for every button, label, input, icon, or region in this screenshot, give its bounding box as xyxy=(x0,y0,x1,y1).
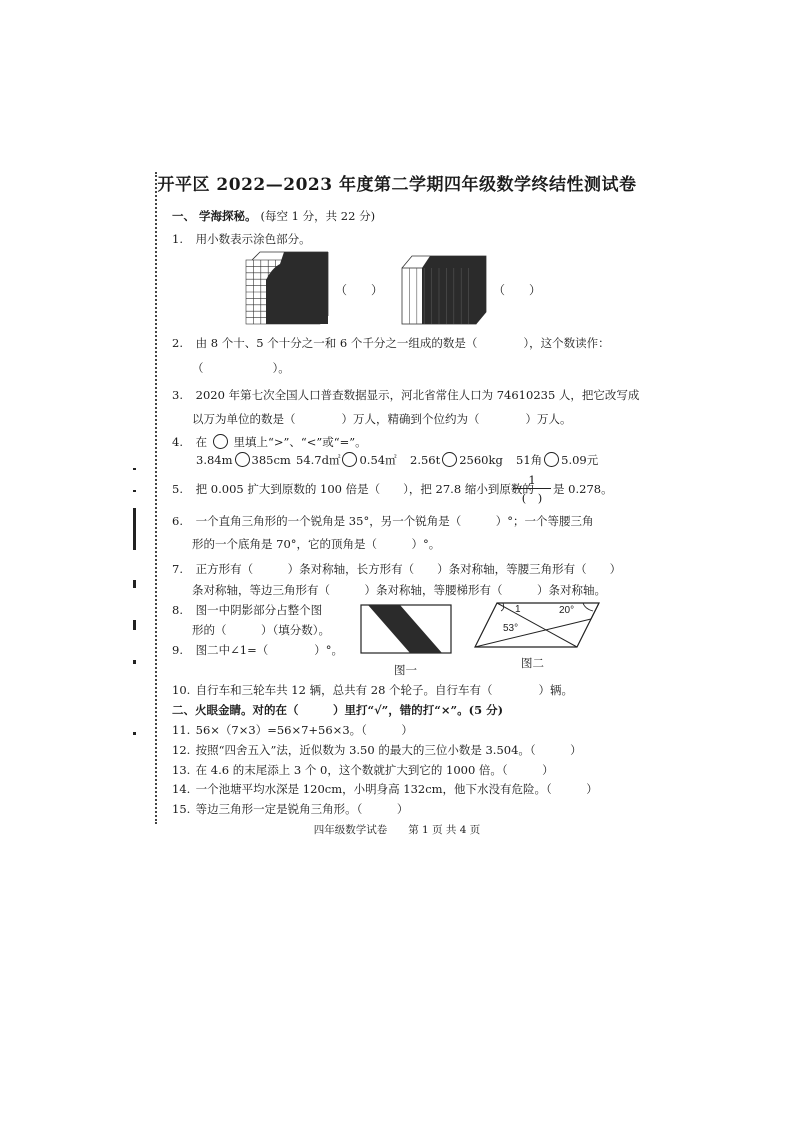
answer-blank-a: （ ） xyxy=(335,283,384,297)
compare-item xyxy=(296,452,397,467)
question-text: 把 0.005 扩大到原数的 100 倍是（ ），把 27.8 缩小到原数的 xyxy=(195,482,534,496)
compare-right: 2560kg xyxy=(459,453,503,467)
compare-right: 0.54㎡ xyxy=(359,453,397,467)
angle-label-1: 1 xyxy=(515,604,521,615)
question-2-line-2: （ ）。 xyxy=(192,361,290,375)
question-5 xyxy=(172,482,534,496)
compare-left: 54.7d㎡ xyxy=(296,453,341,467)
question-number: 11. xyxy=(172,723,191,737)
compare-circle[interactable] xyxy=(213,434,228,449)
margin-mark xyxy=(133,620,136,630)
question-6 xyxy=(172,514,593,528)
fraction-numerator: 1 xyxy=(528,473,536,487)
question-text: 在 4.6 的末尾添上 3 个 0，这个数就扩大到它的 1000 倍。（ ） xyxy=(195,763,554,777)
fraction xyxy=(513,473,551,506)
question-number: 10. xyxy=(172,683,191,697)
section-1-name: 学海探秘。 xyxy=(199,209,257,223)
figure-2-parallelogram xyxy=(473,601,601,649)
question-7 xyxy=(172,562,621,576)
tf-question xyxy=(172,763,554,777)
question-number: 13. xyxy=(172,763,191,777)
page-title: 开平区 2022—2023 年度第二学期四年级数学终结性测试卷 xyxy=(157,175,637,195)
page-footer: 四年级数学试卷 第 1 页 共 4 页 xyxy=(313,824,481,836)
compare-left: 3.84m xyxy=(196,453,233,467)
question-number: 1. xyxy=(172,232,183,246)
question-text: 里填上“>”、“<”或“=”。 xyxy=(233,435,367,449)
tf-question xyxy=(172,782,598,796)
margin-mark xyxy=(133,468,136,470)
margin-mark xyxy=(133,580,136,588)
question-text: 等边三角形一定是锐角三角形。（ ） xyxy=(195,802,409,816)
compare-circle[interactable] xyxy=(342,452,357,467)
question-number: 8. xyxy=(172,603,183,617)
compare-circle[interactable] xyxy=(544,452,559,467)
question-text: 2020 年第七次全国人口普查数据显示，河北省常住人口为 74610235 人，把它改写成 xyxy=(195,388,640,402)
section-1-note: (每空 1 分，共 22 分) xyxy=(260,209,376,223)
question-number: 15. xyxy=(172,802,191,816)
tf-question xyxy=(172,802,408,816)
question-number: 14. xyxy=(172,782,191,796)
question-text: 用小数表示涂色部分。 xyxy=(195,232,311,246)
compare-right: 5.09元 xyxy=(561,453,599,467)
question-number: 12. xyxy=(172,743,191,757)
question-7-line-2: 条对称轴，等边三角形有（ ）条对称轴，等腰梯形有（ ）条对称轴。 xyxy=(192,583,606,597)
question-number: 6. xyxy=(172,514,183,528)
question-number: 3. xyxy=(172,388,183,402)
margin-mark xyxy=(133,660,136,664)
question-9 xyxy=(172,643,343,657)
figure-1-caption: 图一 xyxy=(394,663,417,677)
question-text: 56×（7×3）=56×7+56×3。（ ） xyxy=(195,723,413,737)
figure-1-rectangle xyxy=(360,604,452,654)
shaded-region xyxy=(266,252,328,324)
question-3 xyxy=(172,388,639,402)
question-3-line-2: 以万为单位的数是（ ）万人，精确到个位约为（ ）万人。 xyxy=(192,412,572,426)
binding-line xyxy=(155,172,157,824)
question-8 xyxy=(172,603,322,617)
compare-circle[interactable] xyxy=(235,452,250,467)
angle-label-20: 20° xyxy=(559,605,575,616)
angle-label-53: 53° xyxy=(503,623,519,634)
fraction-denominator: ( ) xyxy=(521,491,543,505)
question-number: 9. xyxy=(172,643,183,657)
section-1-heading xyxy=(172,209,375,223)
question-text: 在 xyxy=(195,435,208,449)
question-1 xyxy=(172,232,311,246)
question-text: 图二中∠1=（ ）°。 xyxy=(195,643,343,657)
question-number: 4. xyxy=(172,435,183,449)
margin-mark xyxy=(133,508,136,550)
question-text: 自行车和三轮车共 12 辆，总共有 28 个轮子。自行车有（ ）辆。 xyxy=(195,683,574,697)
compare-right: 385cm xyxy=(251,453,291,467)
compare-item xyxy=(516,452,598,467)
question-8-line-2: 形的（ ）（填分数）。 xyxy=(192,623,330,637)
question-2 xyxy=(172,336,610,350)
section-1-number: 一、 xyxy=(172,209,195,223)
question-4 xyxy=(172,434,367,449)
question-text: 一个池塘平均水深是 120cm，小明身高 132cm，他下水没有危险。（ ） xyxy=(195,782,598,796)
tf-question xyxy=(172,743,582,757)
question-number: 2. xyxy=(172,336,183,350)
question-text: 正方形有（ ）条对称轴，长方形有（ ）条对称轴，等腰三角形有（ ） xyxy=(195,562,622,576)
question-6-line-2: 形的一个底角是 70°，它的顶角是（ ）°。 xyxy=(192,537,441,551)
compare-circle[interactable] xyxy=(442,452,457,467)
margin-mark xyxy=(133,732,136,735)
compare-left: 2.56t xyxy=(410,453,441,467)
question-number: 5. xyxy=(172,482,183,496)
margin-mark xyxy=(133,490,136,492)
compare-item xyxy=(196,452,291,467)
question-number: 7. xyxy=(172,562,183,576)
section-2-heading: 二、火眼金睛。对的在（ ）里打“√”，错的打“×”。(5 分) xyxy=(172,703,504,717)
grid-figure-a xyxy=(244,250,334,330)
answer-blank-b: （ ） xyxy=(493,283,542,297)
strip-figure-b xyxy=(400,250,490,330)
question-5-tail: 是 0.278。 xyxy=(553,482,613,496)
compare-item xyxy=(410,452,503,467)
figure-2-caption: 图二 xyxy=(521,656,544,670)
question-text: 图一中阴影部分占整个图 xyxy=(195,603,323,617)
question-10 xyxy=(172,683,573,697)
question-text: 按照“四舍五入”法，近似数为 3.50 的最大的三位小数是 3.504。（ ） xyxy=(195,743,582,757)
question-text: 一个直角三角形的一个锐角是 35°，另一个锐角是（ ）°；一个等腰三角 xyxy=(195,514,594,528)
tf-question xyxy=(172,723,413,737)
compare-left: 51角 xyxy=(516,453,543,467)
question-text: 由 8 个十、5 个十分之一和 6 个千分之一组成的数是（ ），这个数读作： xyxy=(195,336,610,350)
